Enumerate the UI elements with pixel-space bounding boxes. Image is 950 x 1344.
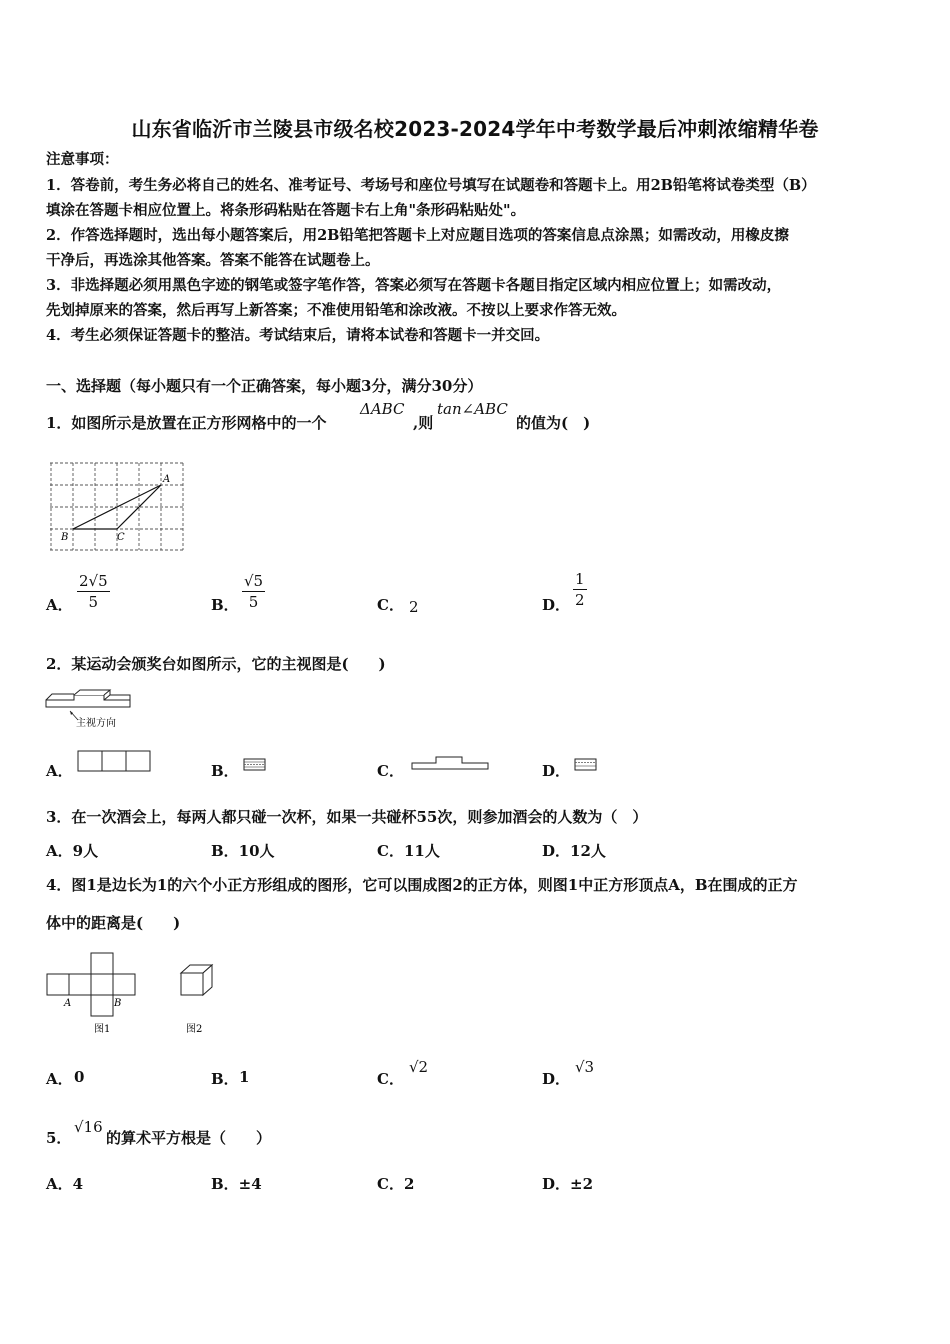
q2-option-b-label[interactable]: B． [211,762,239,780]
q2-option-a-label[interactable]: A． [46,762,73,780]
option-d-label[interactable]: D． [542,596,571,614]
question-1-triangle: ΔABC [360,400,405,418]
option-d-numerator: 1 [575,570,585,588]
option-a-label[interactable]: A． [46,596,73,614]
option-c-label[interactable]: C． [377,596,404,614]
q2-option-d-label[interactable]: D． [542,762,571,780]
section-heading: 一、选择题（每小题只有一个正确答案，每小题3分，满分30分） [46,377,483,395]
notice-line: 填涂在答题卡相应位置上。将条形码粘贴在答题卡右上角"条形码粘贴处"。 [46,202,526,219]
point-a-label: A [163,474,171,485]
notice-line: 1．答卷前，考生务必将自己的姓名、准考证号、考场号和座位号填写在试题卷和答题卡上。用2B铅笔将试卷类型（B） [46,177,816,194]
notice-heading: 注意事项： [46,151,119,168]
question-1-tan: tan∠ABC [437,400,508,418]
fraction-bar [77,591,110,592]
option-c-value: 2 [409,598,419,616]
q4-option-a-value: 0 [74,1068,85,1086]
q2-option-a-view [77,750,151,772]
fraction-bar [573,589,587,590]
q3-option-d[interactable]: D．12人 [542,842,606,860]
question-4-line-2: 体中的距离是( ) [46,914,181,932]
q2-option-c-view [410,754,492,774]
point-c-label: C [117,532,125,543]
notice-line: 干净后，再选涂其他答案。答案不能答在试题卷上。 [46,252,380,269]
question-1-suffix: 的值为( ) [516,414,591,432]
question-1-prefix: 1．如图所示是放置在正方形网格中的一个 [46,414,327,432]
question-5-radical: √16 [74,1118,103,1136]
q5-option-c[interactable]: C．2 [377,1175,415,1193]
question-1-figure [50,462,186,554]
notice-line: 2．作答选择题时，选出每小题答案后，用2B铅笔把答题卡上对应题目选项的答案信息点涂黑；如需改动，用橡皮擦 [46,227,789,244]
question-4-figure-2 [178,962,218,1040]
option-b-numerator: √5 [244,572,264,590]
notice-line: 先划掉原来的答案，然后再写上新答案；不准使用铅笔和涂改液。不按以上要求作答无效。 [46,302,626,319]
q5-option-d[interactable]: D．±2 [542,1175,594,1193]
q2-option-d-view [574,757,598,773]
question-3-text: 3．在一次酒会上，每两人都只碰一次杯，如果一共碰杯55次，则参加酒会的人数为（ ） [46,808,648,826]
view-direction-caption: 主视方向 [76,718,116,729]
question-4-line-1: 4．图1是边长为1的六个小正方形组成的图形，它可以围成图2的正方体，则图1中正方形顶点A，B在围成的正方 [46,876,798,894]
notice-line: 4．考生必须保证答题卡的整洁。考试结束后，请将本试卷和答题卡一并交回。 [46,327,550,344]
point-a-label: A [64,998,72,1009]
q4-option-a-label[interactable]: A． [46,1070,73,1088]
question-5-suffix: 的算术平方根是（ ） [106,1129,272,1147]
q4-option-c-value: √2 [409,1058,429,1076]
question-2-text: 2．某运动会颁奖台如图所示，它的主视图是( ) [46,655,386,673]
q4-option-d-label[interactable]: D． [542,1070,571,1088]
question-5-prefix: 5． [46,1129,72,1147]
q4-option-b-value: 1 [239,1068,250,1086]
option-d-denominator: 2 [575,591,585,609]
point-b-label: B [61,532,69,543]
q2-option-b-view [243,757,267,773]
figure-1-label: 图1 [94,1024,111,1035]
option-a-numerator: 2√5 [79,572,108,590]
fraction-bar [242,591,265,592]
q3-option-a[interactable]: A．9人 [46,842,99,860]
option-a-fraction [77,572,110,611]
question-2-figure [44,688,136,734]
q5-option-b[interactable]: B．±4 [211,1175,262,1193]
q5-option-a[interactable]: A．4 [46,1175,84,1193]
q3-option-b[interactable]: B．10人 [211,842,275,860]
question-1-mid: ,则 [413,414,434,432]
q3-option-c[interactable]: C．11人 [377,842,440,860]
question-4-figure-1 [46,952,138,1040]
notice-line: 3．非选择题必须用黑色字迹的钢笔或签字笔作答，答案必须写在答题卡各题目指定区域内相应位置上；如需改动， [46,277,782,294]
option-d-fraction [573,570,587,609]
q4-option-b-label[interactable]: B． [211,1070,239,1088]
q2-option-c-label[interactable]: C． [377,762,404,780]
option-b-denominator: 5 [248,593,259,611]
point-b-label: B [114,998,122,1009]
q4-option-d-value: √3 [575,1058,595,1076]
option-a-denominator: 5 [88,593,99,611]
option-b-fraction [242,572,265,611]
figure-2-label: 图2 [186,1024,203,1035]
option-b-label[interactable]: B． [211,596,239,614]
q4-option-c-label[interactable]: C． [377,1070,404,1088]
page-title: 山东省临沂市兰陵县市级名校2023-2024学年中考数学最后冲刺浓缩精华卷 [131,117,819,141]
